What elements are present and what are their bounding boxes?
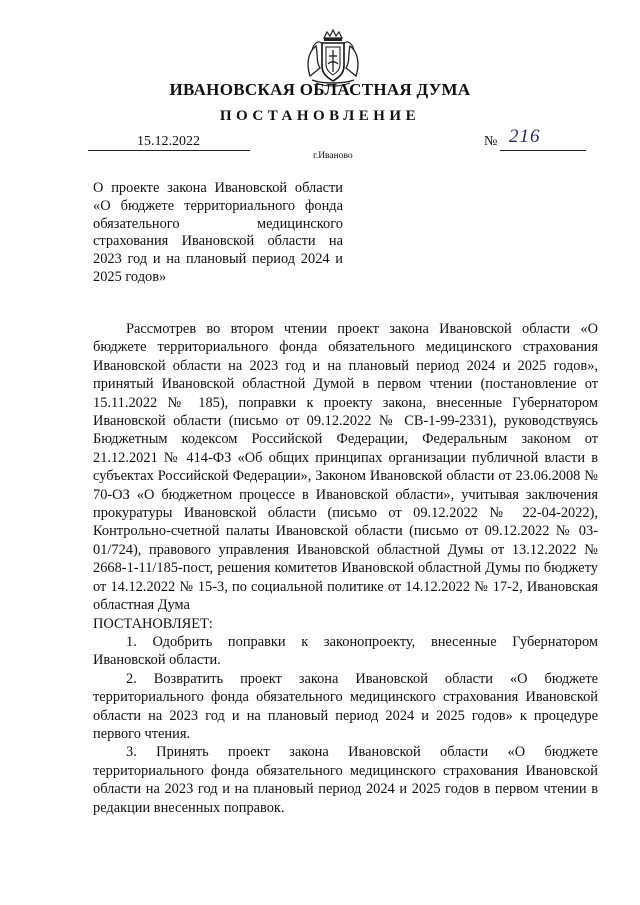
document-number: 216 (509, 126, 541, 147)
organization-title: ИВАНОВСКАЯ ОБЛАСТНАЯ ДУМА (169, 80, 471, 99)
body-intro: Рассмотрев во втором чтении проект закона Ивановской области «О бюджете территориального фонда обязательного медицинского страхования Ивановской области на 2023 год и на плановый период 2024 и 2025 годов», принятый Ивановской областной Думой в первом чтении (постановление от 15.11.2022 № 185), поправки к проекту закона, внесенные Губернатором Ивановской области (письмо от 09.12.2022 № СВ-1-99-2331), руководствуясь Бюджетным кодексом Российской Федерации, Федеральным законом от 21.12.2021 № 414-ФЗ «Об общих принципах организации публичной власти в субъектах Российской Федерации», Законом Ивановской области от 23.06.2008 № 70-ОЗ «О бюджетном процессе в Ивановской области», учитывая заключения прокуратуры Ивановской области (письмо от 09.12.2022 № 22-04-2022), Контрольно-счетной палаты Ивановской области (письмо от 09.12.2022 № 03-01/724), правового управления Ивановской областной Думы от 13.12.2022 № 2668-1-11/185-пост, решения комитетов Ивановской областной Думы по бюджету от 14.12.2022 № 15-3, по социальной политике от 14.12.2022 № 17-2, Ивановская областная Дума (93, 321, 598, 614)
list-item: 2. Возвратить проект закона Ивановской области «О бюджете территориального фонда обязательного медицинского страхования Ивановской области на 2023 год и на плановый период 2024 и 2025 годов» к процедуре первого чтения. (93, 670, 598, 742)
document-type: ПОСТАНОВЛЕНИЕ (219, 108, 421, 124)
document-body (93, 320, 598, 817)
city: г.Иваново (313, 151, 353, 161)
resolves-heading: ПОСТАНОВЛЯЕТ: (93, 615, 213, 632)
document-subject: О проекте закона Ивановской области «О бюджете территориального фонда обязательного медицинского страхования Ивановской области на 2023 год и на плановый период 2024 и 2025 годов» (93, 180, 343, 285)
list-item: 1. Одобрить поправки к законопроекту, внесенные Губернатором Ивановской области. (93, 633, 598, 669)
date-underline (88, 150, 250, 151)
document-date: 15.12.2022 (137, 134, 200, 149)
list-item: 3. Принять проект закона Ивановской области «О бюджете территориального фонда обязательного медицинского страхования Ивановской области на 2023 год и на плановый период 2024 и 2025 годов в первом чтении в редакции внесенных поправок. (93, 744, 598, 816)
coat-of-arms-icon (302, 28, 364, 88)
number-underline (500, 150, 586, 151)
number-label: № (484, 134, 498, 149)
